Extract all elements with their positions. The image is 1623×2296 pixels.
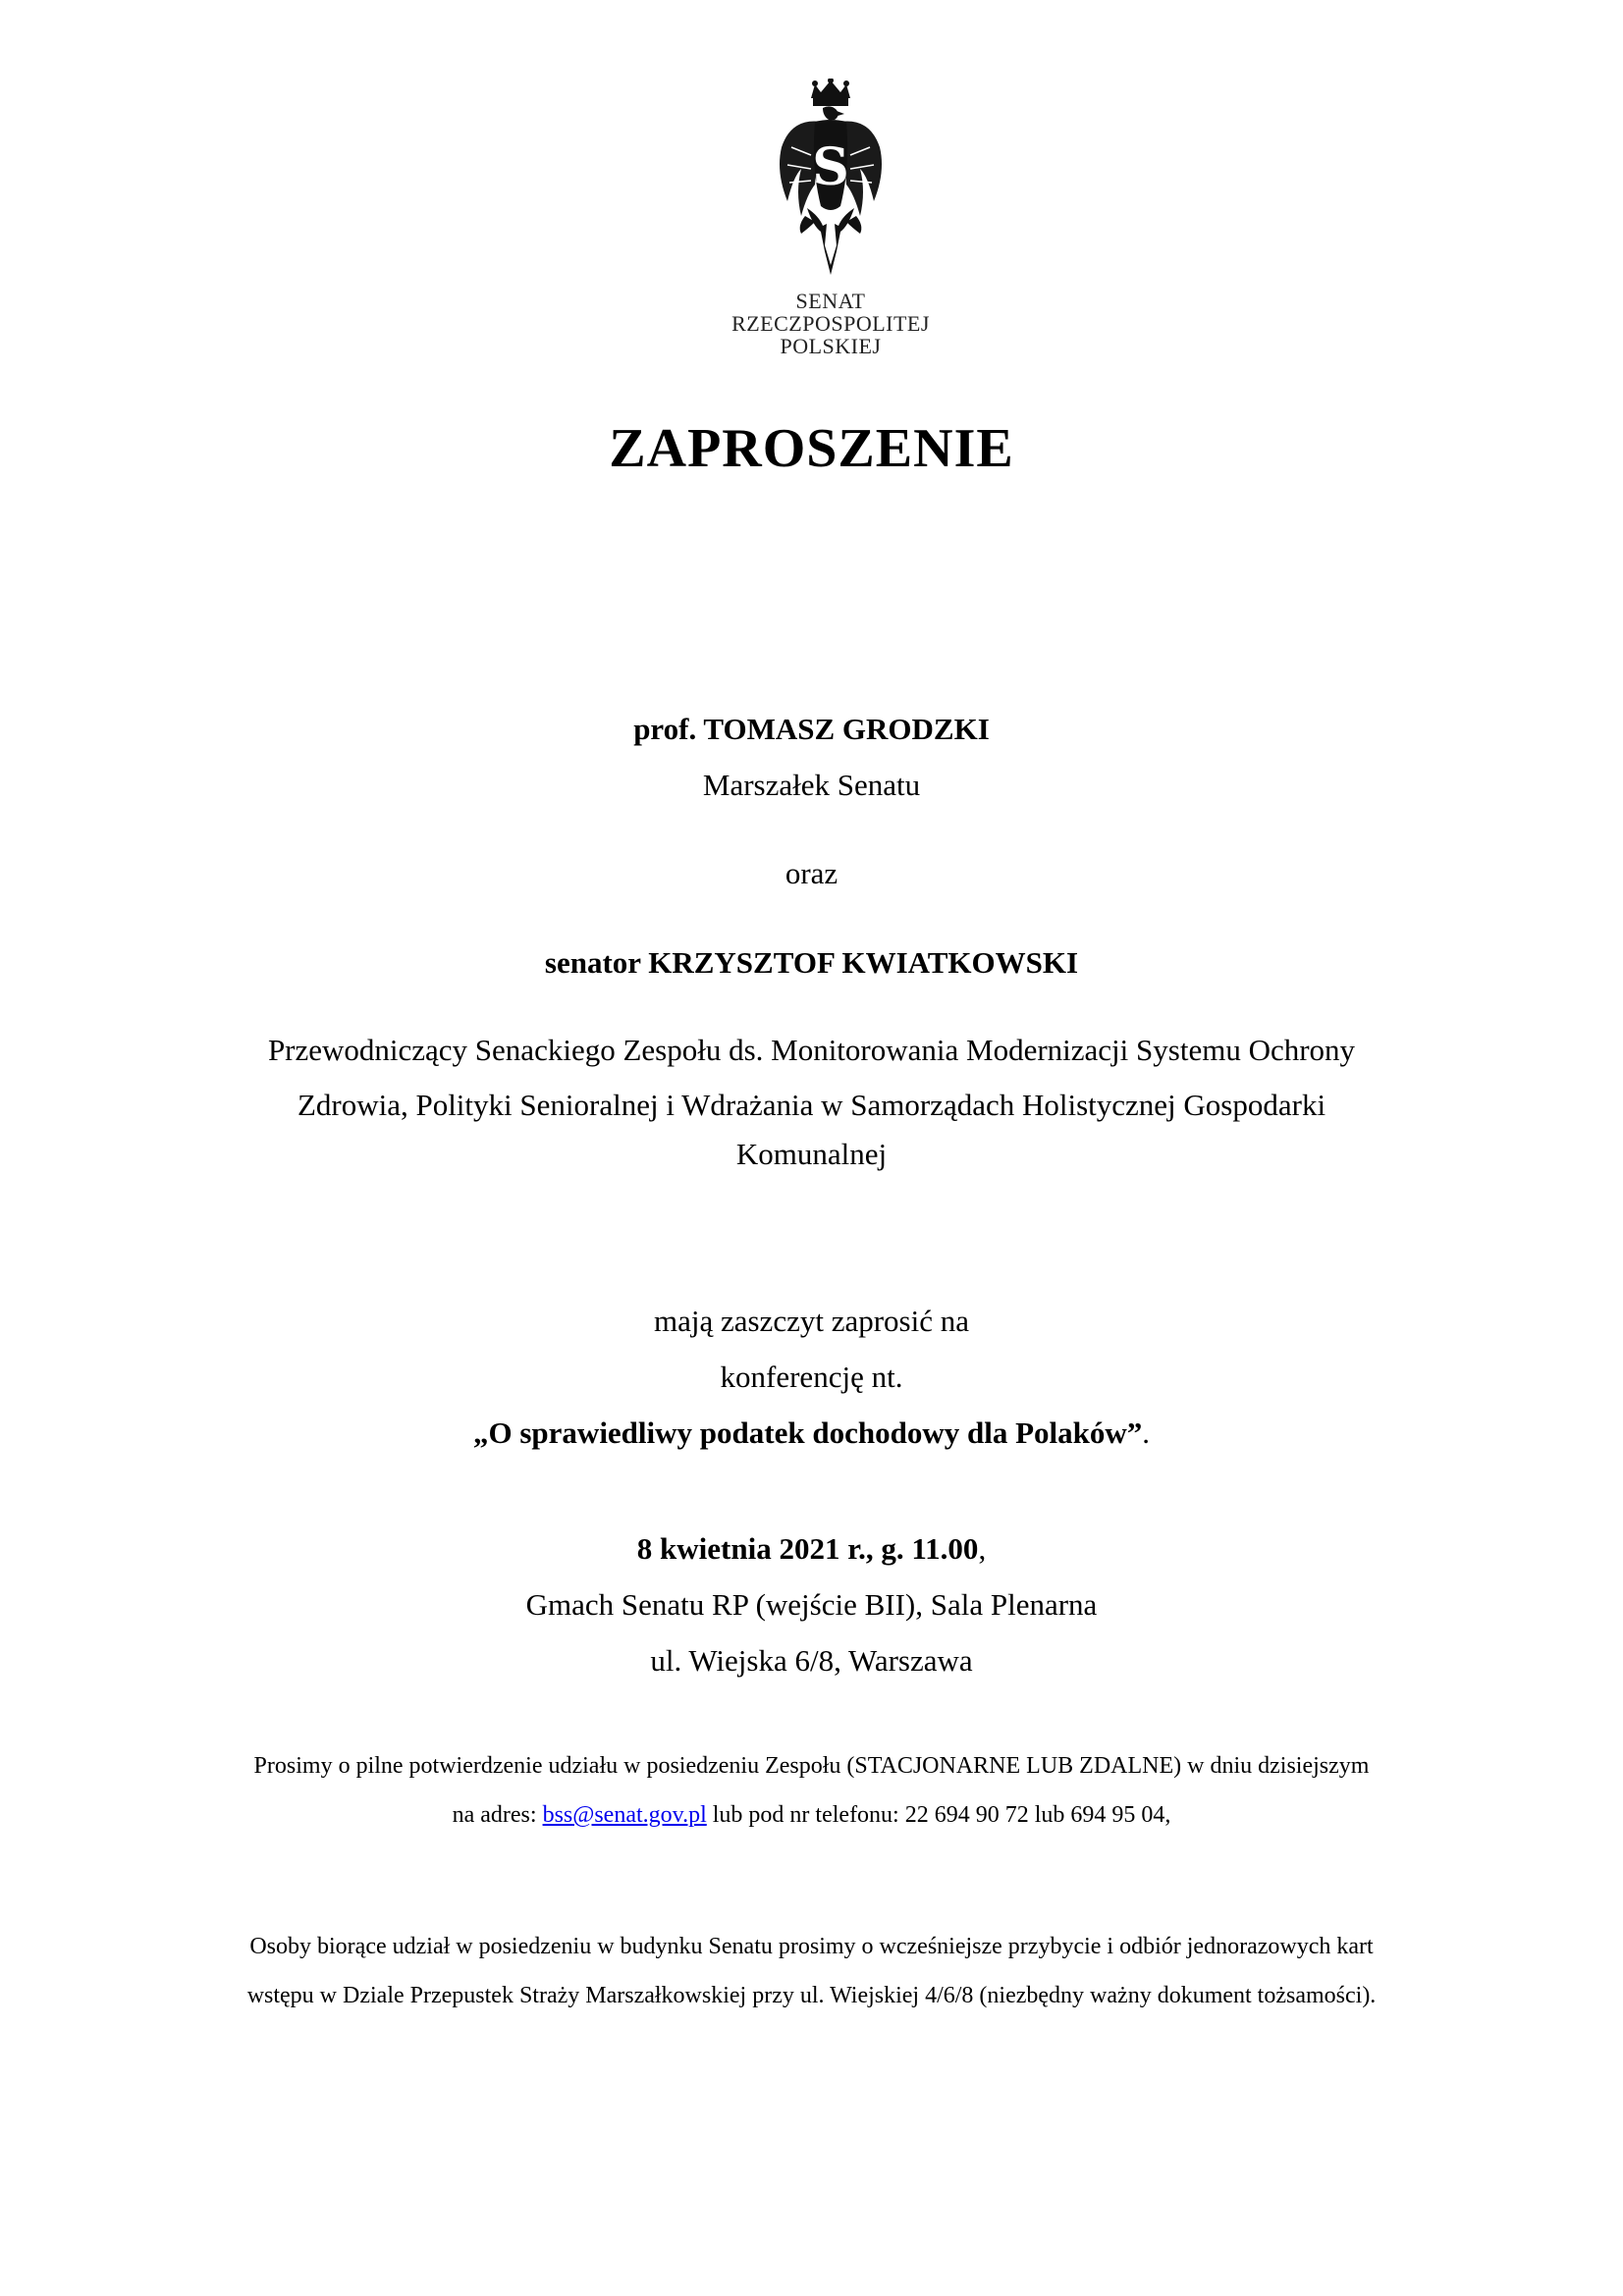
event-date-time: 8 kwietnia 2021 r., g. 11.00 xyxy=(636,1531,979,1566)
rsvp-email-link[interactable]: bss@senat.gov.pl xyxy=(542,1802,707,1828)
host2-role-line-3: Komunalnej xyxy=(735,1137,888,1171)
rsvp-prefix: na adres: xyxy=(452,1802,543,1828)
invitation-line-2: konferencję nt. xyxy=(720,1360,903,1394)
rsvp-line-1: Prosimy o pilne potwierdzenie udziału w posiedzeniu Zespołu (STACJONARNE LUB ZDALNE) w dniu dzisiejszym xyxy=(253,1753,1370,1779)
event-venue: Gmach Senatu RP (wejście BII), Sala Plenarna xyxy=(525,1587,1098,1622)
institution-line-2: RZECZPOSPOLITEJ xyxy=(731,311,930,336)
invitation-line-1: mają zaszczyt zaprosić na xyxy=(653,1304,969,1338)
event-address: ul. Wiejska 6/8, Warszawa xyxy=(650,1643,973,1678)
rsvp-line-2 xyxy=(0,1802,1623,1829)
host2-role-line-1: Przewodniczący Senackiego Zespołu ds. Monitorowania Modernizacji Systemu Ochrony xyxy=(267,1033,1356,1067)
host1-name: prof. TOMASZ GRODZKI xyxy=(633,712,990,746)
host2-role-line-2: Zdrowia, Polityki Senioralnej i Wdrażania w Samorządach Holistycznej Gospodarki xyxy=(297,1088,1326,1122)
event-date-suffix: , xyxy=(978,1531,987,1566)
host1-role: Marszałek Senatu xyxy=(702,768,921,802)
notice-line-1: Osoby biorące udział w posiedzeniu w budynku Senatu prosimy o wcześniejsze przybycie i odbiór jednorazowych kart xyxy=(249,1934,1374,1959)
document-title: ZAPROSZENIE xyxy=(609,418,1014,479)
senate-eagle-emblem-icon xyxy=(772,79,890,290)
host2-name: senator KRZYSZTOF KWIATKOWSKI xyxy=(544,945,1079,980)
conjunction: oraz xyxy=(784,856,839,890)
conference-title-period: . xyxy=(1142,1415,1150,1450)
institution-line-1: SENAT xyxy=(795,289,866,313)
svg-text:S: S xyxy=(812,137,849,197)
conference-title: „O sprawiedliwy podatek dochodowy dla Polaków” xyxy=(473,1415,1143,1450)
notice-line-2: wstępu w Dziale Przepustek Straży Marszałkowskiej przy ul. Wiejskiej 4/6/8 (niezbędny ważny dokument tożsamości). xyxy=(246,1983,1377,2008)
institution-line-3: POLSKIEJ xyxy=(780,334,882,358)
institution-name xyxy=(713,290,948,357)
conference-title-line xyxy=(0,1415,1623,1451)
rsvp-suffix: lub pod nr telefonu: 22 694 90 72 lub 694 95 04, xyxy=(706,1802,1171,1828)
event-date-line xyxy=(0,1531,1623,1567)
